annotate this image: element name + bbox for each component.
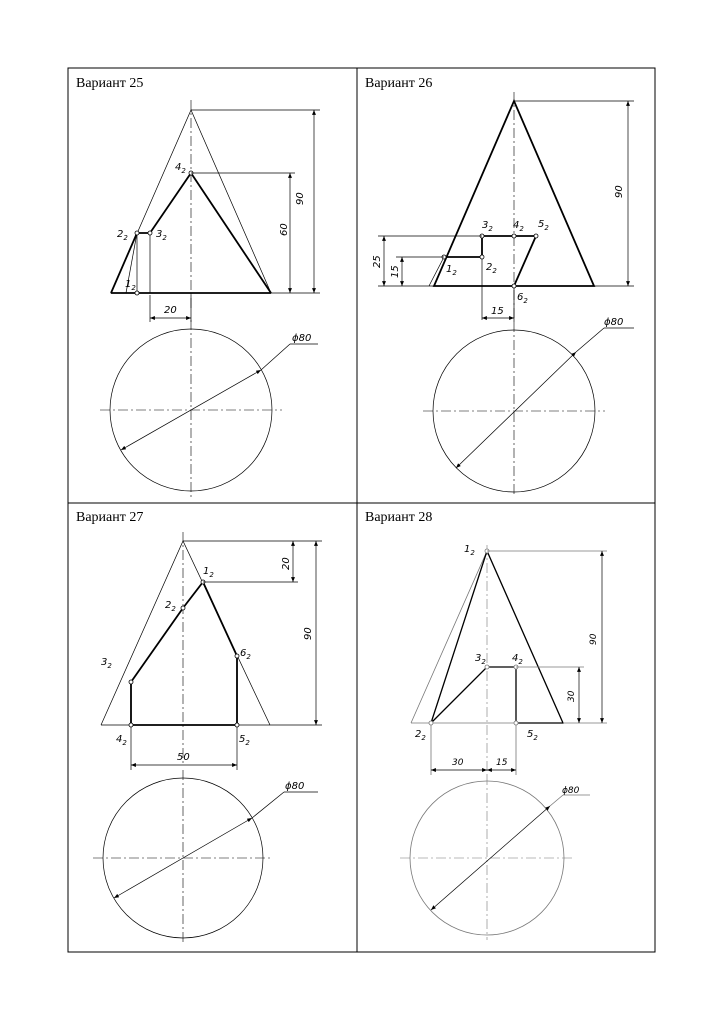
dim-label-90: 90 [303,627,314,640]
label-6: $6_2$ [240,648,251,661]
leader-line [576,328,604,352]
point-2 [480,255,484,259]
point-3 [129,680,133,684]
variant-25 [76,76,320,497]
dim-label-diameter: ϕ80 [285,781,305,792]
label-5: $5_2$ [538,219,549,232]
label-2: $2_2$ [117,229,128,242]
label-2: $2_2$ [165,600,176,613]
label-4: $4_2$ [116,734,127,747]
label-1: $1_2$ [464,544,475,557]
variant-27 [76,510,322,945]
point-3 [148,231,152,235]
label-3: $3_2$ [156,229,167,242]
variant-26 [365,76,634,497]
leader-line [550,795,563,806]
dim-label-20: 20 [281,557,292,570]
point-5 [514,721,518,725]
label-3: $3_2$ [101,657,112,670]
point-5 [534,234,538,238]
label-5: $5_2$ [527,729,538,742]
frame [68,68,655,952]
dim-label-15-vertical: 15 [390,265,401,278]
dim-label-60: 60 [279,223,290,236]
dim-label-90: 90 [295,192,306,205]
section-line [131,582,237,725]
dim-label-15: 15 [496,758,508,768]
point-2 [181,606,185,610]
variant-title: Вариант 27 [76,510,144,525]
dim-label-30-vertical: 30 [567,690,577,702]
label-1: $1_2$ [203,566,214,579]
label-6: $6_2$ [517,292,528,305]
dim-label-diameter: ϕ80 [562,786,580,796]
dim-label-90: 90 [614,185,625,198]
point-6 [512,284,516,288]
dim-label-90: 90 [589,633,599,645]
diameter-line [456,352,576,468]
dim-label-25: 25 [372,255,383,268]
variant-title: Вариант 25 [76,76,144,91]
cone-outline [101,541,270,725]
point-2 [135,231,139,235]
label-2: $2_2$ [486,262,497,275]
dim-label-diameter: ϕ80 [292,333,312,344]
dim-label-15: 15 [491,306,504,317]
leader-line [252,792,284,818]
label-1: $1_2$ [125,279,136,292]
label-4: $4_2$ [512,653,523,666]
point-4 [129,723,133,727]
point-4 [512,234,516,238]
label-3: $3_2$ [482,220,493,233]
label-1: $1_2$ [446,264,457,277]
section-line [444,236,536,286]
point-5 [235,723,239,727]
dim-label-diameter: ϕ80 [604,317,624,328]
dim-label-20: 20 [164,305,177,316]
point-6 [235,654,239,658]
label-2: $2_2$ [415,729,426,742]
label-3: $3_2$ [475,653,486,666]
point-2 [429,721,433,725]
variant-28 [365,510,607,940]
label-4: $4_2$ [513,220,524,233]
variant-title: Вариант 26 [365,76,433,91]
dim-label-30: 30 [452,758,464,768]
leader-line [261,344,290,370]
section-line [431,551,563,723]
label-4: $4_2$ [175,162,186,175]
dim-label-50: 50 [177,752,190,763]
variant-title: Вариант 28 [365,510,433,525]
label-5: $5_2$ [239,734,250,747]
